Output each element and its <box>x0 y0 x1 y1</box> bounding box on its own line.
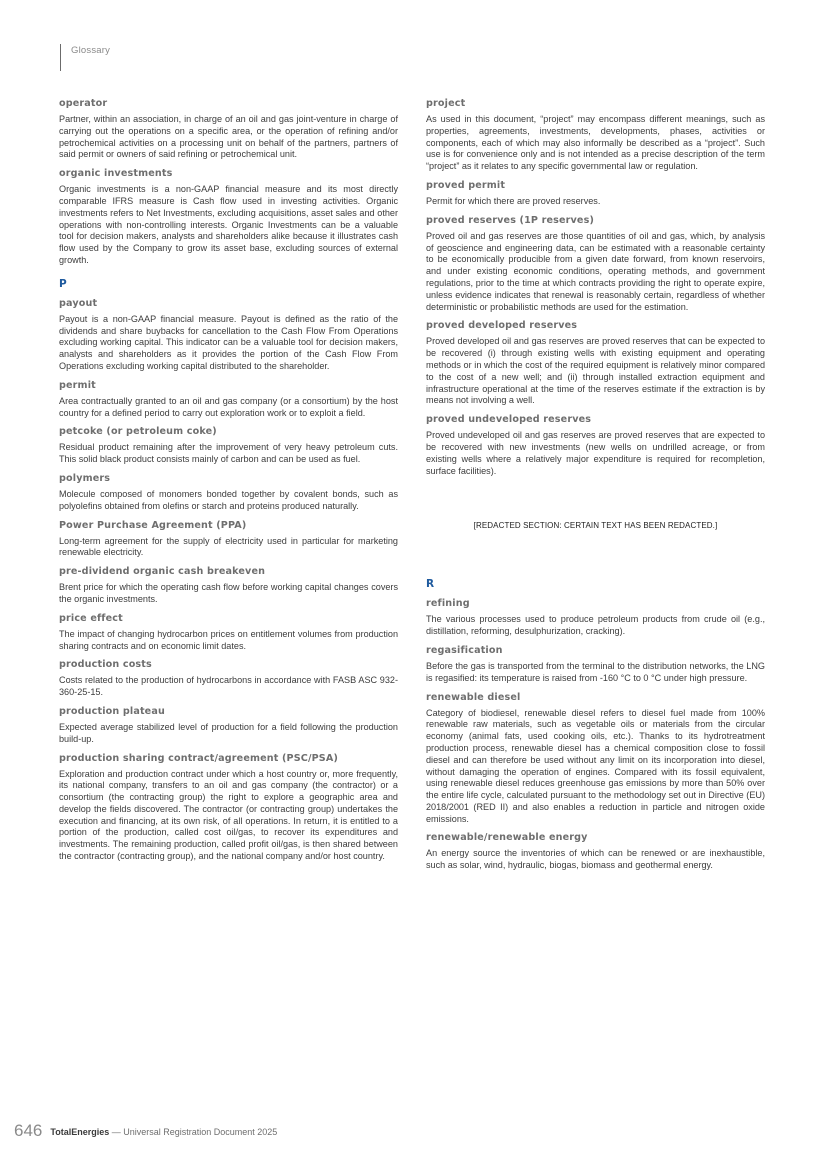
glossary-entry-price-effect <box>59 613 398 653</box>
glossary-definition: Costs related to the production of hydrocarbons in accordance with FASB ASC 932-360-25-15. <box>59 675 398 698</box>
glossary-entry-petcoke-or-petroleum-coke <box>59 426 398 466</box>
page-footer <box>14 1121 277 1141</box>
glossary-entry-proved-reserves-1p-reserves <box>426 215 765 314</box>
glossary-entry-permit <box>59 380 398 420</box>
glossary-term: pre-dividend organic cash breakeven <box>59 566 266 578</box>
glossary-entry-proved-undeveloped-reserves <box>426 414 765 477</box>
glossary-term: proved undeveloped reserves <box>426 414 592 426</box>
glossary-term: project <box>426 98 466 109</box>
glossary-term: polymers <box>59 472 111 484</box>
glossary-term: petcoke (or petroleum coke) <box>59 426 217 438</box>
section-letter-r: R <box>426 578 435 591</box>
glossary-term: proved permit <box>426 179 506 191</box>
brand-name: TotalEnergies <box>50 1127 110 1137</box>
glossary-entry-proved-developed-reserves <box>426 320 765 407</box>
glossary-entry-payout <box>59 298 398 373</box>
glossary-definition: An energy source the inventories of which can be renewed or are inexhaustible, such as solar, wind, hydraulic, biogas, biomass and geothermal energy. <box>426 848 765 871</box>
glossary-entry-polymers <box>59 473 398 513</box>
glossary-entry-power-purchase-agreement-ppa <box>59 520 398 560</box>
page-number: 646 <box>14 1121 43 1140</box>
glossary-definition: Before the gas is transported from the terminal to the distribution networks, the LNG is regasified: its temperature is raised from -160 °C to 0 °C under high pressure. <box>426 660 765 683</box>
glossary-term: renewable/renewable energy <box>426 832 588 844</box>
glossary-definition: Proved developed oil and gas reserves are proved reserves that can be expected to be recovered (i) through existing wells with existing equipment and operating methods or in which the cost of the required equipment is relatively minor compared to the cost of a new well; and (ii) through installed extraction equipment and infrastructure operational at the time of the reserves estimate if the extraction is by means not involving a well. <box>426 336 765 406</box>
glossary-definition: Organic investments is a non-GAAP financial measure and its most directly comparable IFRS measure is Cash flow used in investing activities. Organic investments refers to Net Investments, excluding acquisitions, asset sales and other operations with non-controlling interests. Organic Investments can be a valuable tool for decision makers, analysts and shareholders alike because it illustrates cash flow used by the Company to grow its asset base, excluding sources of external growth. <box>59 184 398 265</box>
glossary-column-right <box>426 98 765 879</box>
glossary-definition: The various processes used to produce petroleum products from crude oil (e.g., distillation, reforming, desulphurization, cracking). <box>426 614 765 637</box>
glossary-term: Power Purchase Agreement (PPA) <box>59 519 247 531</box>
glossary-definition: Residual product remaining after the improvement of very heavy petroleum cuts. This solid black product consists mainly of carbon and can be used as fuel. <box>59 442 398 465</box>
glossary-definition: Brent price for which the operating cash flow before working capital changes covers the organic investments. <box>59 582 398 604</box>
glossary-definition: As used in this document, “project” may encompass different meanings, such as properties, agreements, investments, developments, phases, activities or components, each of which may also informally be described as a “project”. Such use is for convenience only and is not intended as a precise description of the term “project” as it relates to any specific governmental law or regulation. <box>426 114 765 172</box>
glossary-definition: Expected average stabilized level of production for a field following the production build-up. <box>59 721 398 744</box>
glossary-entry-production-costs <box>59 659 398 699</box>
glossary-entry-renewable-diesel <box>426 692 765 826</box>
glossary-entry-production-plateau <box>59 706 398 746</box>
glossary-term: refining <box>426 598 470 610</box>
glossary-term: permit <box>59 379 96 391</box>
glossary-definition: Permit for which there are proved reserves. <box>426 195 601 206</box>
glossary-term: proved developed reserves <box>426 320 578 332</box>
glossary-term: organic investments <box>59 168 173 180</box>
glossary-definition: Category of biodiesel, renewable diesel refers to diesel fuel made from 100% renewable raw materials, such as vegetable oils or materials from the circular economy (animal fats, used cooking oils, etc.). Thanks to its hydrotreatment production process, renewable diesel has a chemical composition close to fossil diesel and can therefore be used without any limit on its incorporation into diesel, without damaging the operation of engines. Compared with its fossil equivalent, using renewable diesel reduces greenhouse gas emissions by more than 50% over the entire life cycle, calculated pursuant to the methodology set out in Directive (EU) 2018/2001 (RED II) and also enables a reduction in particle and nitrogen oxide emissions. <box>426 707 765 824</box>
glossary-entry-renewable-renewable-energy <box>426 832 765 872</box>
redacted-notice: [REDACTED SECTION: CERTAIN TEXT HAS BEEN REDACTED.] <box>473 521 718 531</box>
glossary-term: renewable diesel <box>426 691 521 703</box>
section-letter-p: P <box>59 277 67 290</box>
glossary-entry-project <box>426 98 765 173</box>
glossary-definition: Payout is a non-GAAP financial measure. Payout is defined as the ratio of the dividends and share buybacks for cancellation to the Cash Flow From Operations excluding working capital. This indicator can be a valuable tool for decision makers, analysts and shareholders as it provides the portion of the Cash Flow From Operations excluding working capital distributed to the shareholder. <box>59 313 398 371</box>
header-rule <box>60 44 61 71</box>
glossary-term: payout <box>59 297 98 309</box>
glossary-term: operator <box>59 98 108 109</box>
glossary-definition: Partner, within an association, in charge of an oil and gas joint-venture in charge of carrying out the operations on a specific area, or the operation of refining and/or petrochemical activities on a processing unit on behalf of the partners, partners of said permit or owners of said refining or petrochemical unit. <box>59 114 398 160</box>
document-title: — Universal Registration Document 2025 <box>109 1127 278 1137</box>
glossary-entry-organic-investments <box>59 168 398 267</box>
glossary-definition: Proved oil and gas reserves are those quantities of oil and gas, which, by analysis of geoscience and engineering data, can be estimated with a reasonable certainty to be economically producible from a given date forward, from known reservoirs, and under existing economic conditions, operating methods, and government regulations, prior to the time at which contracts providing the right to operate expire, unless evidence indicates that renewal is reasonably certain, regardless of whether deterministic or probabilistic methods are used for the estimation. <box>426 230 765 312</box>
glossary-definition: The impact of changing hydrocarbon prices on entitlement volumes from production sharing contracts and on economic limit dates. <box>59 628 398 651</box>
glossary-term: price effect <box>59 612 123 624</box>
glossary-definition: Molecule composed of monomers bonded together by covalent bonds, such as polyolefins obtained from olefins or starch and proteins produced naturally. <box>59 488 398 511</box>
glossary-definition: Proved undeveloped oil and gas reserves are proved reserves that are expected to be recovered with new investments (new wells on undrilled acreage, or from existing wells where a relatively major expenditure is required for recompletion, surface facilities). <box>426 430 765 476</box>
glossary-term: production costs <box>59 659 152 671</box>
glossary-entry-regasification <box>426 645 765 685</box>
section-title: Glossary <box>71 45 111 56</box>
glossary-entry-refining <box>426 598 765 638</box>
glossary-term: proved reserves (1P reserves) <box>426 214 594 226</box>
glossary-term: regasification <box>426 644 503 656</box>
glossary-definition: Long-term agreement for the supply of electricity used in particular for marketing renewable electricity. <box>59 535 398 558</box>
glossary-definition: Exploration and production contract under which a host country or, more frequently, its national company, transfers to an oil and gas company (the contractor) or a consortium (the contracting group) the right to explore a geographic area and develop the fields discovered. The contractor (or contracting group) undertakes the execution and financing, at its own risk, of all operations. In return, it is entitled to a portion of the production, called cost oil/gas, to recover its expenditures and investments. The remaining production, called profit oil/gas, is then shared between the contractor (contracting group), and the national company and/or host country. <box>59 768 398 862</box>
glossary-entry-operator <box>59 98 398 161</box>
glossary-entry-proved-permit <box>426 180 765 208</box>
glossary-entry-pre-dividend-organic-cash-breakeven <box>59 566 398 606</box>
glossary-entry-production-sharing-contract-agreement-psc-psa <box>59 753 398 863</box>
glossary-term: production sharing contract/agreement (PSC/PSA) <box>59 752 338 764</box>
glossary-definition: Area contractually granted to an oil and gas company (or a consortium) by the host country for a defined period to carry out exploration work or to exploit a field. <box>59 395 398 418</box>
glossary-column-left <box>59 98 398 870</box>
glossary-term: production plateau <box>59 705 165 717</box>
